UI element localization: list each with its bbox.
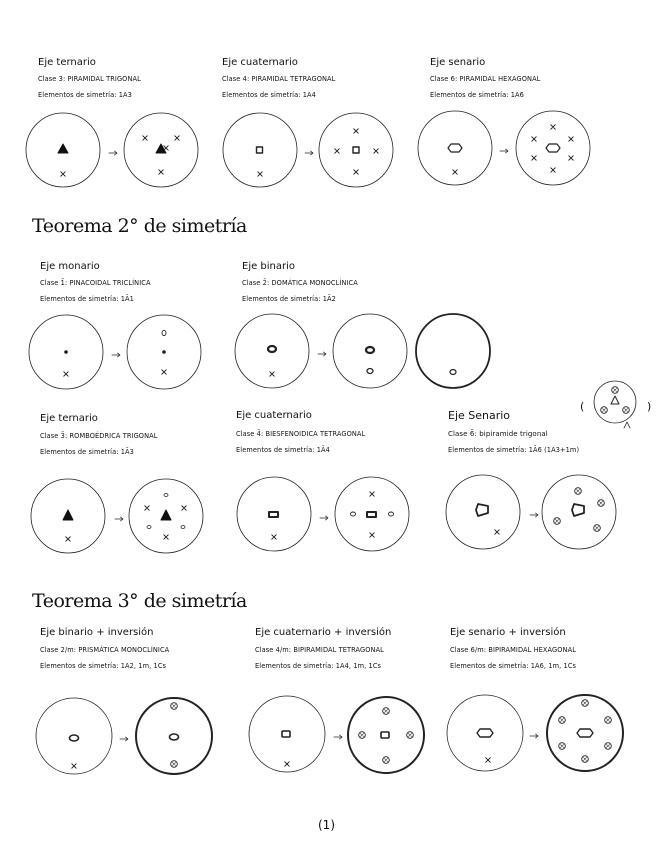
block-9-axis: Eje binario + inversión [40, 627, 154, 638]
arrow-icon [530, 734, 538, 738]
arrow-icon [112, 353, 120, 357]
block-5-elements: Elementos de simetría: 1Ā2 [242, 295, 336, 303]
arrow-icon [318, 352, 326, 356]
block-2-elements: Elementos de simetría: 1A4 [222, 91, 316, 99]
stereogram-class-4-a [223, 113, 297, 187]
arrow-icon [530, 513, 538, 517]
inset-paren-left: ( [580, 400, 585, 413]
theorem-3-title: Teorema 3° de simetría [32, 590, 247, 612]
block-7-elements: Elementos de simetría: 1Ā4 [236, 446, 330, 454]
inset-paren-right: ) [647, 400, 652, 413]
arrow-icon [320, 516, 328, 520]
arrow-icon [334, 735, 342, 739]
stereogram-class-2bar-a [235, 314, 309, 388]
page-number: (1) [318, 818, 335, 832]
block-5-class: Clase 2̄: DOMÁTICA MONOCLÍNICA [242, 279, 358, 287]
stereogram-class-6bar-b [542, 475, 616, 549]
block-7-axis: Eje cuaternario [236, 410, 312, 421]
arrow-icon [115, 517, 123, 521]
stereogram-class-2m-a [36, 698, 112, 774]
stereogram-class-2bar-c [416, 314, 490, 388]
stereogram-class-6bar-a [446, 475, 520, 549]
arrow-icon [305, 151, 313, 155]
block-1-class: Clase 3: PIRAMIDAL TRIGONAL [38, 75, 141, 83]
stereogram-class-4bar-b [335, 477, 409, 551]
block-11-axis: Eje senario + inversión [450, 627, 566, 638]
block-10-axis: Eje cuaternario + inversión [255, 627, 392, 638]
stereogram-class-4bar-a [237, 477, 311, 551]
block-3-axis: Eje senario [430, 57, 486, 68]
block-6-axis: Eje ternario [40, 413, 98, 424]
stereogram-class-4m-b [348, 697, 424, 773]
stereogram-class-6m-b [547, 695, 623, 771]
block-4-elements: Elementos de simetría: 1Ā1 [40, 295, 134, 303]
block-9-elements: Elementos de simetría: 1A2, 1m, 1Cs [40, 662, 167, 670]
theorem-2-title: Teorema 2° de simetría [32, 215, 247, 237]
stereogram-class-3-b [124, 113, 198, 187]
block-1-axis: Eje ternario [38, 57, 96, 68]
stereogram-class-6m-a [447, 695, 523, 771]
stereogram-class-4-b [319, 113, 393, 187]
block-2-axis: Eje cuaternario [222, 57, 298, 68]
block-6-class: Clase 3̄: ROMBOÉDRICA TRIGONAL [40, 432, 158, 440]
block-8-class: Clase 6̄: bipiramide trigonal [448, 430, 548, 438]
inset-diagram [580, 381, 651, 428]
block-7-class: Clase 4̄: BIESFENOIDICA TETRAGONAL [236, 430, 366, 438]
stereogram-class-1bar-a [29, 315, 103, 389]
stereogram-class-4m-a [249, 696, 325, 772]
block-3-elements: Elementos de simetría: 1A6 [430, 91, 524, 99]
block-8-axis: Eje Senario [448, 409, 511, 422]
block-8-elements: Elementos de simetría: 1Ā6 (1A3+1m) [448, 446, 580, 454]
block-11-elements: Elementos de simetría: 1A6, 1m, 1Cs [450, 662, 577, 670]
stereogram-class-3bar-b [129, 479, 203, 553]
arrow-icon [109, 151, 117, 155]
block-4-axis: Eje monario [40, 261, 100, 272]
stereogram-class-6-b [516, 111, 590, 185]
arrow-icon [120, 737, 128, 741]
block-10-class: Clase 4/m: BIPIRAMIDAL TETRAGONAL [255, 646, 384, 654]
block-11-class: Clase 6/m: BIPIRAMIDAL HEXAGONAL [450, 646, 576, 654]
stereogram-class-6-a [418, 111, 492, 185]
stereogram-class-2bar-b [333, 314, 407, 388]
block-3-class: Clase 6: PIRAMIDAL HEXAGONAL [430, 75, 541, 83]
block-10-elements: Elementos de simetría: 1A4, 1m, 1Cs [255, 662, 382, 670]
block-4-class: Clase 1̄: PINACOIDAL TRICLÍNICA [40, 279, 151, 287]
block-6-elements: Elementos de simetría: 1Ā3 [40, 448, 134, 456]
block-1-elements: Elementos de simetría: 1A3 [38, 91, 132, 99]
stereogram-class-3bar-a [31, 479, 105, 553]
block-9-class: Clase 2/m: PRISMÁTICA MONOCLÍNICA [40, 646, 170, 654]
stereogram-class-2m-b [136, 698, 212, 774]
block-2-class: Clase 4: PIRAMIDAL TETRAGONAL [222, 75, 336, 83]
arrow-icon [500, 149, 508, 153]
block-5-axis: Eje binario [242, 261, 296, 272]
stereogram-class-1bar-b [127, 315, 201, 389]
stereogram-class-3-a [26, 113, 100, 187]
